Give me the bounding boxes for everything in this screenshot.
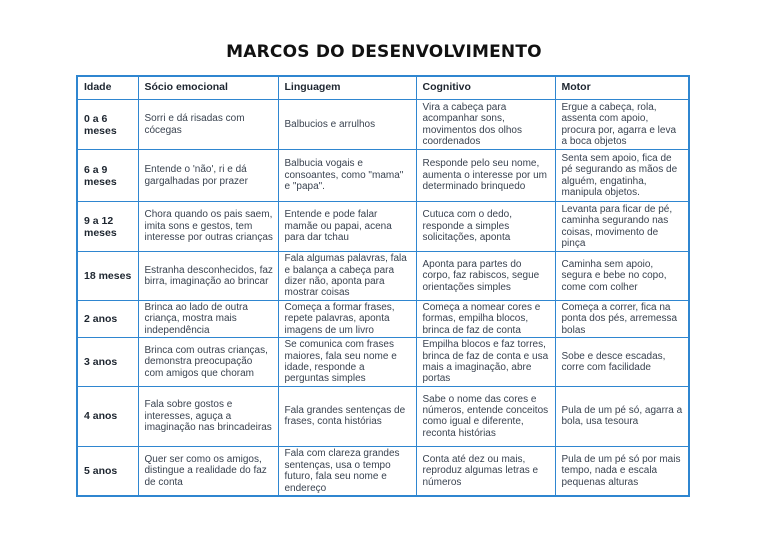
table-row	[77, 100, 689, 150]
table-row	[77, 202, 689, 252]
socio-emotional-cell: Quer ser como os amigos, distingue a realidade do faz de conta	[138, 446, 278, 496]
language-cell: Fala com clareza grandes sentenças, usa o tempo futuro, fala seu nome e endereço	[278, 446, 416, 496]
motor-cell: Pula de um pé só, agarra a bola, usa tesoura	[555, 386, 689, 446]
cognitive-cell: Aponta para partes do corpo, faz rabiscos, segue orientações simples	[416, 252, 555, 301]
age-cell: 4 anos	[77, 386, 138, 446]
motor-cell: Pula de um pé só por mais tempo, nada e escala pequenas alturas	[555, 446, 689, 496]
cognitive-cell: Empilha blocos e faz torres, brinca de faz de conta e usa mais a imaginação, abre portas	[416, 338, 555, 387]
cognitive-cell: Vira a cabeça para acompanhar sons, movimentos dos olhos coordenados	[416, 100, 555, 150]
table-row	[77, 338, 689, 387]
header-socio-emotional: Sócio emocional	[138, 76, 278, 100]
motor-cell: Senta sem apoio, fica de pé segurando as mãos de alguém, engatinha, manipula objetos.	[555, 150, 689, 202]
age-cell: 3 anos	[77, 338, 138, 387]
cognitive-cell: Cutuca com o dedo, responde a simples solicitações, aponta	[416, 202, 555, 252]
socio-emotional-cell: Entende o 'não', ri e dá gargalhadas por prazer	[138, 150, 278, 202]
age-cell: 5 anos	[77, 446, 138, 496]
document-title: MARCOS DO DESENVOLVIMENTO	[226, 42, 542, 62]
age-cell: 6 a 9 meses	[77, 150, 138, 202]
age-cell: 0 a 6 meses	[77, 100, 138, 150]
language-cell: Entende e pode falar mamãe ou papai, acena para dar tchau	[278, 202, 416, 252]
socio-emotional-cell: Estranha desconhecidos, faz birra, imaginação ao brincar	[138, 252, 278, 301]
motor-cell: Levanta para ficar de pé, caminha segurando nas coisas, movimento de pinça	[555, 202, 689, 252]
header-cognitive: Cognitivo	[416, 76, 555, 100]
language-cell: Fala grandes sentenças de frases, conta histórias	[278, 386, 416, 446]
header-motor: Motor	[555, 76, 689, 100]
milestones-table	[76, 75, 690, 497]
table-row	[77, 252, 689, 301]
cognitive-cell: Conta até dez ou mais, reproduz algumas letras e números	[416, 446, 555, 496]
language-cell: Balbucios e arrulhos	[278, 100, 416, 150]
header-row	[77, 76, 689, 100]
socio-emotional-cell: Sorri e dá risadas com cócegas	[138, 100, 278, 150]
table-row	[77, 301, 689, 338]
socio-emotional-cell: Chora quando os pais saem, imita sons e gestos, tem interesse por outras crianças	[138, 202, 278, 252]
age-cell: 9 a 12 meses	[77, 202, 138, 252]
header-language: Linguagem	[278, 76, 416, 100]
age-cell: 2 anos	[77, 301, 138, 338]
motor-cell: Caminha sem apoio, segura e bebe no copo, come com colher	[555, 252, 689, 301]
age-cell: 18 meses	[77, 252, 138, 301]
language-cell: Balbucia vogais e consoantes, como "mama" e "papa".	[278, 150, 416, 202]
header-age: Idade	[77, 76, 138, 100]
table-row	[77, 386, 689, 446]
table-row	[77, 446, 689, 496]
cognitive-cell: Sabe o nome das cores e números, entende conceitos como igual e diferente, reconta histórias	[416, 386, 555, 446]
cognitive-cell: Começa a nomear cores e formas, empilha blocos, brinca de faz de conta	[416, 301, 555, 338]
socio-emotional-cell: Brinca com outras crianças, demonstra preocupação com amigos que choram	[138, 338, 278, 387]
language-cell: Começa a formar frases, repete palavras, aponta imagens de um livro	[278, 301, 416, 338]
cognitive-cell: Responde pelo seu nome, aumenta o interesse por um determinado brinquedo	[416, 150, 555, 202]
table-row	[77, 150, 689, 202]
motor-cell: Ergue a cabeça, rola, assenta com apoio, procura por, agarra e leva a boca objetos	[555, 100, 689, 150]
language-cell: Se comunica com frases maiores, fala seu nome e idade, responde a perguntas simples	[278, 338, 416, 387]
socio-emotional-cell: Brinca ao lado de outra criança, mostra mais independência	[138, 301, 278, 338]
motor-cell: Começa a correr, fica na ponta dos pés, arremessa bolas	[555, 301, 689, 338]
socio-emotional-cell: Fala sobre gostos e interesses, aguça a imaginação nas brincadeiras	[138, 386, 278, 446]
motor-cell: Sobe e desce escadas, corre com facilidade	[555, 338, 689, 387]
language-cell: Fala algumas palavras, fala e balança a cabeça para dizer não, aponta para mostrar coisas	[278, 252, 416, 301]
